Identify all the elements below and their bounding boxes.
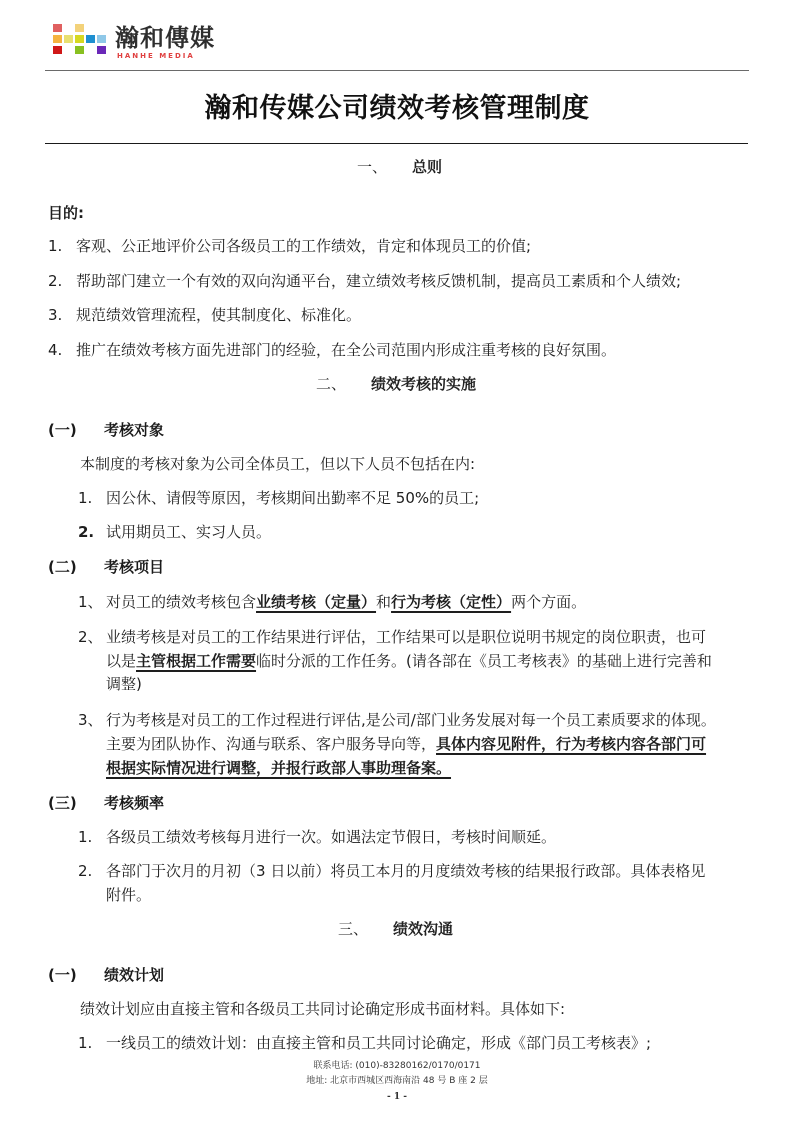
underlined-term: 根据实际情况进行调整，并报行政部人事助理备案。: [106, 759, 452, 777]
list-item: 3、 行为考核是对员工的工作过程进行评估,是公司/部门业务发展对每一个员工素质要求的体现。: [78, 711, 716, 729]
list-item-continuation: 附件。: [106, 886, 152, 904]
footer-address: 地址: 北京市西城区西海南沿 48 号 B 座 2 层: [306, 1076, 488, 1086]
subsection-heading: (三) 考核频率: [48, 794, 165, 812]
list-item: 1. 因公休、请假等原因，考核期间出勤率不足 50%的员工;: [78, 489, 480, 507]
footer-phone: 联系电话: (010)-83280162/0170/0171: [313, 1061, 481, 1071]
list-item: 1. 客观、公正地评价公司各级员工的工作绩效，肯定和体现员工的价值;: [48, 237, 532, 255]
list-item: 2. 试用期员工、实习人员。: [78, 523, 272, 541]
list-item: 2、 业绩考核是对员工的工作结果进行评估，工作结果可以是职位说明书规定的岗位职责，也可: [78, 628, 707, 646]
underlined-term: 主管根据工作需要: [136, 652, 257, 670]
subsection-heading: (一) 绩效计划: [48, 966, 165, 984]
list-item-continuation: 调整): [106, 675, 142, 693]
document-title: 瀚和传媒公司绩效考核管理制度: [204, 93, 590, 124]
section-title: 绩效沟通: [393, 920, 454, 938]
list-item: 4. 推广在绩效考核方面先进部门的经验，在全公司范围内形成注重考核的良好氛围。: [48, 341, 617, 359]
title-rule: [45, 143, 748, 144]
section-number: 三、: [338, 920, 369, 938]
section-title: 总则: [412, 158, 443, 176]
subsection-heading: (二) 考核项目: [48, 558, 165, 576]
underlined-term: 业绩考核（定量）: [256, 593, 377, 611]
list-item-continuation: 主要为团队协作、沟通与联系、客户服务导向等，具体内容见附件，行为考核内容各部门可: [106, 735, 707, 753]
section-heading-1: [357, 156, 442, 177]
paragraph: 本制度的考核对象为公司全体员工，但以下人员不包括在内:: [80, 455, 476, 473]
subsection-heading: (一) 考核对象: [48, 421, 165, 439]
list-item: 3. 规范绩效管理流程，使其制度化、标准化。: [48, 306, 362, 324]
header-rule: [45, 70, 749, 71]
logo-mosaic-icon: [53, 24, 109, 58]
section-title: 绩效考核的实施: [371, 375, 477, 393]
list-item: 1、 对员工的绩效考核包含业绩考核（定量）和行为考核（定性）两个方面。: [78, 593, 587, 611]
section-heading-2: [316, 373, 476, 394]
section-heading-3: [338, 918, 453, 939]
paragraph: 绩效计划应由直接主管和各级员工共同讨论确定形成书面材料。具体如下:: [80, 1000, 566, 1018]
logo-name-en: HANHE MEDIA: [117, 52, 195, 60]
list-item-continuation: 以是主管根据工作需要临时分派的工作任务。(请各部在《员工考核表》的基础上进行完善和: [106, 652, 712, 670]
section-number: 二、: [316, 375, 347, 393]
page-number: - 1 -: [387, 1092, 407, 1102]
list-item-continuation: [106, 757, 451, 779]
section-number: 一、: [357, 158, 388, 176]
company-logo: [53, 24, 223, 62]
list-item: 1. 一线员工的绩效计划：由直接主管和员工共同讨论确定，形成《部门员工考核表》;: [78, 1034, 652, 1052]
list-item: 2. 各部门于次月的月初（3 日以前）将员工本月的月度绩效考核的结果报行政部。具体表格见: [78, 862, 706, 880]
list-item: 2. 帮助部门建立一个有效的双向沟通平台，建立绩效考核反馈机制，提高员工素质和个人绩效;: [48, 272, 682, 290]
purpose-label: 目的:: [48, 204, 84, 222]
list-item: 1. 各级员工绩效考核每月进行一次。如遇法定节假日，考核时间顺延。: [78, 828, 557, 846]
underlined-term: 行为考核（定性）: [391, 593, 512, 611]
underlined-term: 具体内容见附件，行为考核内容各部门可: [436, 735, 707, 753]
logo-name-cn: 瀚和傳媒: [115, 24, 215, 52]
